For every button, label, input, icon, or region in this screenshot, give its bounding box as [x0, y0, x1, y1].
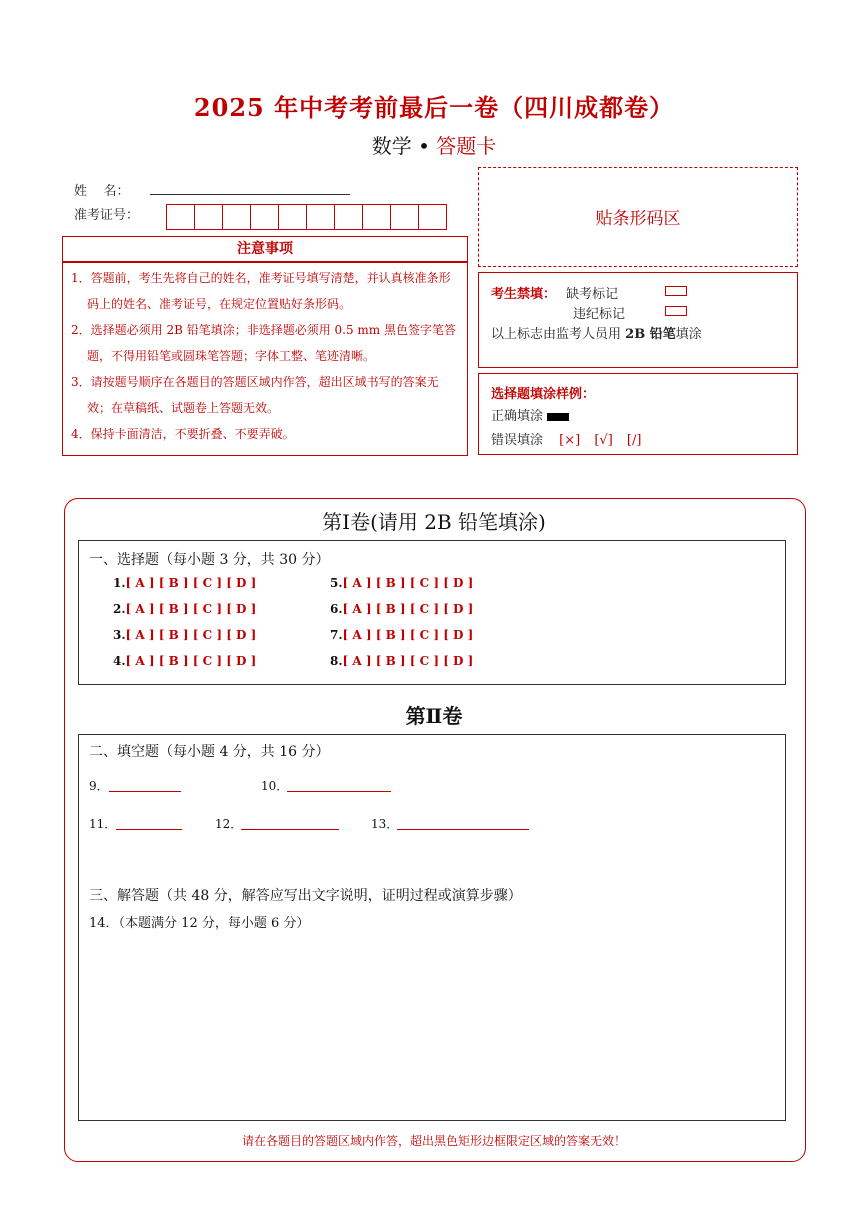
q11-blank[interactable] [116, 817, 182, 830]
id-number-boxes[interactable] [166, 204, 447, 230]
q14-answer-area[interactable] [89, 935, 769, 1110]
notice-item-3: 3．请按题号顺序在各题目的答题区域内作答，超出区域书写的答案无效；在草稿纸、试题卷上答题无效。 [71, 375, 439, 415]
name-label: 姓 名： [74, 184, 130, 199]
solve-title: 三、解答题（共 48 分，解答应写出文字说明，证明过程或演算步骤） [89, 888, 522, 904]
fill-sample-box [478, 373, 798, 455]
notice-item-1: 1．答题前，考生先将自己的姓名，准考证号填写清楚，并认真核准条形码上的姓名、准考证号，在规定位置贴好条形码。 [71, 271, 451, 311]
examiner-note-text: 以上标志由监考人员用 [491, 327, 622, 342]
choice-row[interactable]: 4.[ A ] [ B ] [ C ] [ D ] [113, 654, 257, 668]
barcode-area [478, 167, 798, 267]
choice-row[interactable]: 3.[ A ] [ B ] [ C ] [ D ] [113, 628, 257, 642]
choice-row[interactable]: 8.[ A ] [ B ] [ C ] [ D ] [330, 654, 474, 668]
part2-section [78, 734, 786, 1121]
correct-fill-mark [547, 413, 569, 421]
q12-label: 12． [215, 817, 243, 831]
wrong-fill-label: 错误填涂 [491, 433, 544, 448]
violation-mark[interactable] [665, 306, 687, 316]
choice-row[interactable]: 1.[ A ] [ B ] [ C ] [ D ] [113, 576, 257, 590]
choice-row[interactable]: 6.[ A ] [ B ] [ C ] [ D ] [330, 602, 474, 616]
q12-blank[interactable] [241, 817, 339, 830]
name-field[interactable] [150, 194, 350, 195]
wrong-mark-cross: [×] [559, 433, 581, 448]
choice-title: 一、选择题（每小题 3 分，共 30 分） [89, 552, 330, 568]
fill-title: 二、填空题（每小题 4 分，共 16 分） [89, 744, 330, 760]
answer-card-label: 答题卡 [436, 134, 497, 158]
forbidden-heading: 考生禁填： [491, 287, 557, 302]
q9-label: 9． [89, 779, 109, 793]
subtitle-dot: • [418, 134, 430, 158]
subject-label: 数学 [371, 134, 412, 158]
page-title: 2025 年中考考前最后一卷（四川成都卷） [193, 93, 675, 122]
wrong-mark-check: [√] [594, 433, 613, 448]
choice-row[interactable]: 5.[ A ] [ B ] [ C ] [ D ] [330, 576, 474, 590]
examiner-note [491, 323, 702, 342]
q11-label: 11． [89, 817, 117, 831]
absent-mark[interactable] [665, 286, 687, 296]
notice-heading-box [62, 236, 468, 262]
q10-blank[interactable] [287, 779, 391, 792]
choice-row[interactable]: 7.[ A ] [ B ] [ C ] [ D ] [330, 628, 474, 642]
notice-heading: 注意事项 [237, 241, 293, 257]
notice-item-4: 4．保持卡面清洁，不要折叠、不要弄破。 [71, 427, 295, 441]
absent-label: 缺考标记 [566, 287, 619, 302]
wrong-mark-slash: [/] [626, 433, 642, 448]
examiner-note-bold: 2B 铅笔 [625, 327, 676, 342]
footer-warning: 请在各题目的答题区域内作答，超出黑色矩形边框限定区域的答案无效！ [241, 1134, 626, 1148]
part1-heading: 第Ⅰ卷(请用 2B 铅笔填涂) [322, 510, 546, 534]
sample-heading: 选择题填涂样例： [491, 387, 596, 402]
id-label: 准考证号： [74, 208, 140, 223]
barcode-label: 贴条形码区 [595, 209, 681, 229]
choice-row[interactable]: 2.[ A ] [ B ] [ C ] [ D ] [113, 602, 257, 616]
q9-blank[interactable] [109, 779, 181, 792]
choice-section [78, 540, 786, 685]
page-subtitle [0, 130, 868, 159]
notice-box [62, 262, 468, 456]
part2-heading: 第Ⅱ卷 [405, 704, 463, 728]
correct-fill-label: 正确填涂 [491, 409, 544, 424]
q10-label: 10． [261, 779, 289, 793]
q14-label: 14．（本题满分 12 分，每小题 6 分） [89, 916, 310, 931]
violation-label: 违纪标记 [573, 307, 626, 322]
examiner-only-box [478, 272, 798, 368]
examiner-note-end: 填涂 [675, 327, 702, 342]
q13-label: 13． [371, 817, 399, 831]
q13-blank[interactable] [397, 817, 529, 830]
notice-item-2: 2．选择题必须用 2B 铅笔填涂；非选择题必须用 0.5 mm 黑色签字笔答题，不得用铅笔或圆珠笔答题；字体工整、笔迹清晰。 [71, 323, 457, 363]
